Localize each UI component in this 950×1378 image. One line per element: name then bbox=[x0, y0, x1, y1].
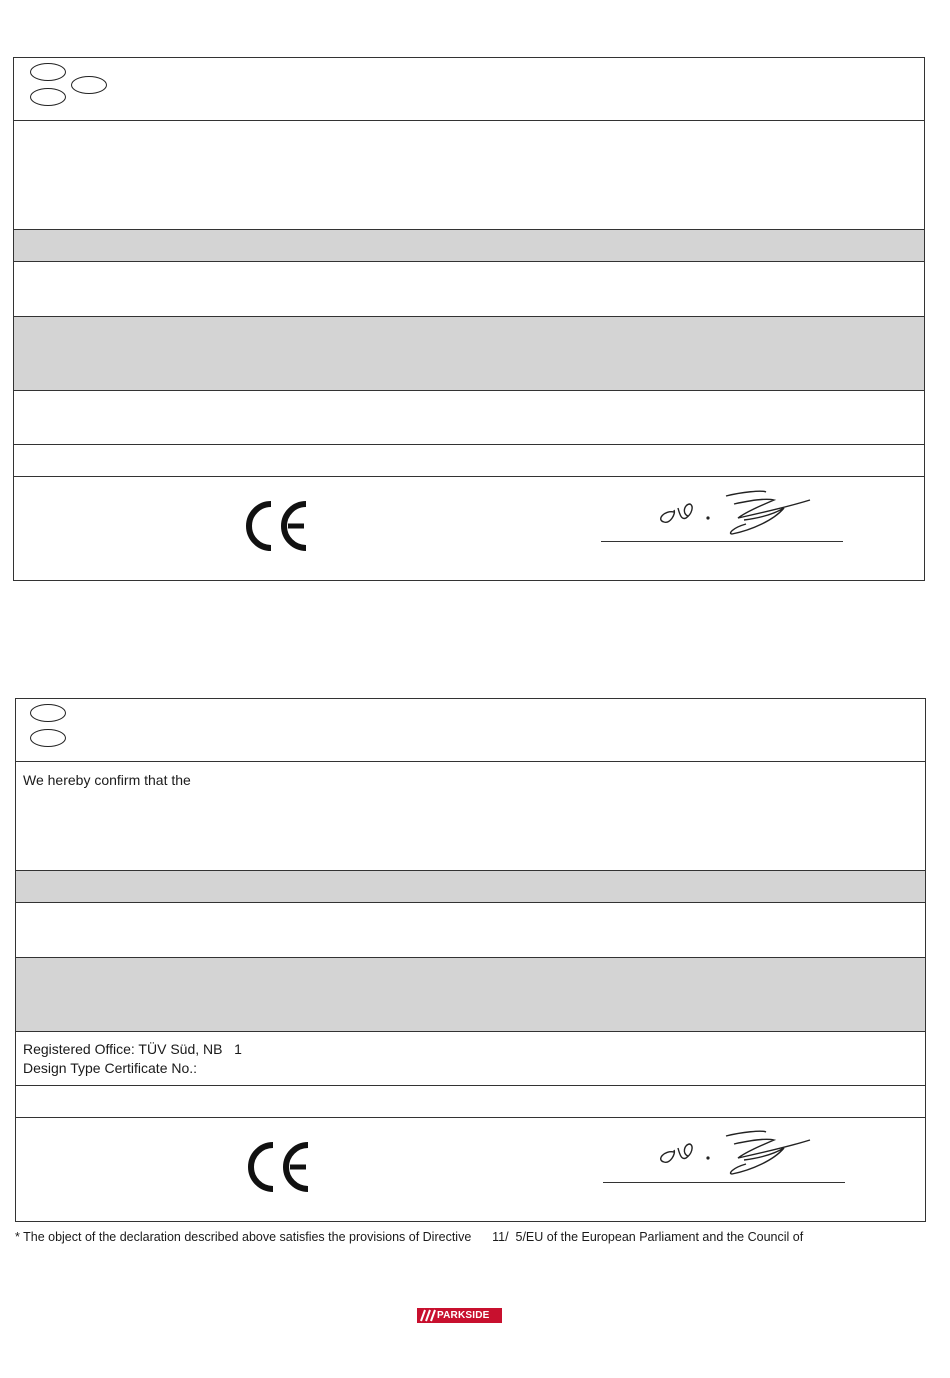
signature-line bbox=[601, 541, 843, 542]
country-code-oval bbox=[30, 729, 66, 747]
registered-office-row bbox=[14, 391, 924, 445]
ce-mark-icon bbox=[246, 500, 310, 552]
registered-office-text: Registered Office: TÜV Süd, NB 1 bbox=[23, 1041, 242, 1057]
signature-image bbox=[634, 1124, 834, 1184]
intro-row bbox=[14, 121, 924, 230]
ce-mark-icon bbox=[248, 1141, 312, 1193]
blank-row bbox=[14, 445, 924, 477]
country-code-oval bbox=[30, 63, 66, 81]
gray-band-row bbox=[14, 230, 924, 262]
brand-name: PARKSIDE bbox=[437, 1310, 490, 1321]
blank-row bbox=[16, 1086, 925, 1118]
signature-row bbox=[16, 1118, 925, 1221]
registered-office-row bbox=[16, 1032, 925, 1086]
gray-band-row bbox=[14, 317, 924, 391]
gray-band-row bbox=[16, 871, 925, 903]
signature-row bbox=[14, 477, 924, 580]
country-code-oval bbox=[30, 88, 66, 106]
gray-band-row bbox=[16, 958, 925, 1032]
parkside-logo bbox=[417, 1308, 502, 1323]
brand-slashes-icon bbox=[417, 1308, 437, 1323]
form-header-row bbox=[16, 699, 925, 762]
design-type-certificate-text: Design Type Certificate No.: bbox=[23, 1060, 198, 1076]
directive-footnote: * The object of the declaration described above satisfies the provisions of Directive 11/ 5/EU of the European Parliament and the Council of bbox=[15, 1230, 804, 1244]
intro-text: We hereby confirm that the bbox=[23, 772, 191, 788]
signature-line bbox=[603, 1182, 845, 1183]
country-code-oval bbox=[71, 76, 107, 94]
directive-row bbox=[16, 903, 925, 958]
declaration-form-top bbox=[13, 57, 925, 581]
form-header-row bbox=[14, 58, 924, 121]
declaration-form-english bbox=[15, 698, 926, 1222]
directive-row bbox=[14, 262, 924, 317]
signature-image bbox=[634, 484, 834, 544]
intro-row bbox=[16, 762, 925, 871]
country-code-oval bbox=[30, 704, 66, 722]
